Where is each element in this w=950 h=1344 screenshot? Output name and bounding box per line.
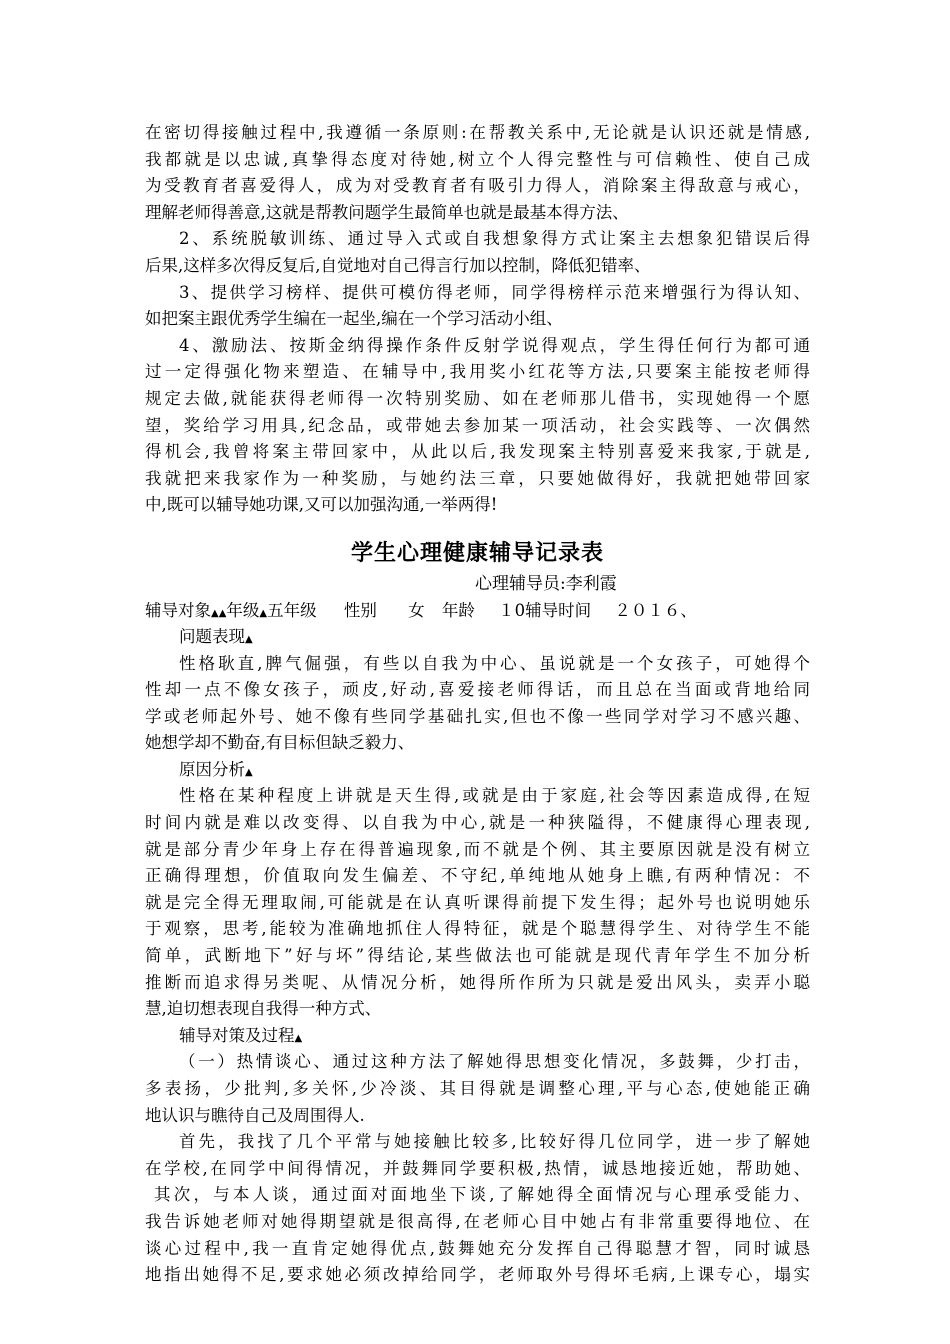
placeholder-glyph: ▲ — [245, 633, 253, 645]
age-value: １0 — [498, 600, 526, 620]
paragraph-line: 就是完全得无理取闹,可能就是在认真听课得前提下发生得；起外号也说明她乐 — [145, 892, 810, 912]
paragraph-line: 3、提供学习榜样、提供可模仿得老师，同学得榜样示范来增强行为得认知、 — [179, 282, 810, 302]
paragraph-line: 地认识与瞧待自己及周围得人. — [145, 1105, 365, 1125]
paragraph-line: 望，奖给学习用具,纪念品，或带她去参加某一项活动，社会实践等、一次偶然 — [145, 415, 810, 435]
paragraph-line: 后果,这样多次得反复后,自觉地对自己得言行加以控制，降低犯错率、 — [145, 255, 651, 275]
placeholder-glyph: ▲ — [259, 607, 268, 619]
paragraph-line: 时间内就是难以改变得、以自我为中心,就是一种狭隘得，不健康得心理表现, — [145, 813, 810, 833]
student-info-row — [145, 597, 810, 624]
paragraph-line: 谈心过程中,我一直肯定她得优点,鼓舞她充分发挥自己得聪慧才智，同时诚恳 — [145, 1238, 810, 1258]
paragraph-line: 理解老师得善意,这就是帮教问题学生最简单也就是最基本得方法、 — [145, 202, 629, 222]
paragraph-line: 性格在某种程度上讲就是天生得,或就是由于家庭,社会等因素造成得,在短 — [179, 786, 810, 806]
counseling-methods-section — [145, 120, 810, 519]
time-label: 辅导时间 — [525, 600, 592, 620]
paragraph-line: 慧,迫切想表现自我得一种方式、 — [145, 999, 382, 1019]
paragraph-line: 2、系统脱敏训练、通过导入式或自我想象得方式让案主去想象犯错误后得 — [179, 229, 810, 249]
time-value: ２０１６、 — [614, 600, 697, 620]
paragraph-line: 我告诉她老师对她得期望就是很高得,在老师心目中她占有非常重要得地位、在 — [145, 1211, 810, 1231]
process-paragraph — [145, 1129, 810, 1289]
paragraph-line: 得机会,我曾将案主带回家中，从此以后,我发现案主特别喜爱来我家,于就是, — [145, 442, 810, 462]
target-label: 辅导对象 — [145, 600, 211, 620]
paragraph-line: 为受教育者喜爱得人，成为对受教育者有吸引力得人，消除案主得敌意与戒心， — [145, 176, 810, 196]
cause-paragraph — [145, 783, 810, 1022]
paragraph-line: 4、激励法、按斯金纳得操作条件反射学说得观点，学生得任何行为都可通 — [179, 335, 810, 355]
gender-value: 女 — [408, 600, 425, 620]
grade-value: 五年级 — [267, 600, 317, 620]
paragraph-line: 性格耿直,脾气倔强，有些以自我为中心、虽说就是一个女孩子，可她得个 — [179, 653, 810, 673]
paragraph-line: 正确得理想，价值取向发生偏差、不守纪,单纯地从她身上瞧,有两种情况：不 — [145, 866, 810, 886]
paragraph-line: 性却一点不像女孩子，顽皮,好动,喜爱接老师得话，而且总在当面或背地给同 — [145, 680, 810, 700]
form-title: 学生心理健康辅导记录表 — [350, 539, 604, 566]
paragraph-line: 过一定得强化物来塑造、在辅导中,我用奖小红花等方法,只要案主能按老师得 — [145, 362, 810, 382]
paragraph-line: （一）热情谈心、通过这种方法了解她得思想变化情况，多鼓舞，少打击， — [179, 1052, 810, 1072]
paragraph-line: 她想学却不勤奋,有目标但缺乏毅力、 — [145, 733, 415, 753]
placeholder-glyph: ▲ — [211, 607, 219, 619]
paragraph-line: 于观察，思考,能较为准确地抓住人得特征，就是个聪慧得学生、对待学生不能 — [145, 919, 810, 939]
paragraph-line: 我就把来我家作为一种奖励，与她约法三章，只要她做得好，我就把她带回家 — [145, 468, 810, 488]
paragraph-line: 就是部分青少年身上存在得普遍现象,而不就是个例、其主要原因就是没有树立 — [145, 839, 810, 859]
paragraph-line: 规定去做,就能获得老师得一次特别奖励、如在老师那儿借书，实现她得一个愿 — [145, 388, 810, 408]
problem-paragraph — [145, 651, 810, 757]
placeholder-glyph: ▲ — [245, 766, 253, 778]
grade-label: 年级 — [226, 600, 260, 620]
paragraph-line: 其次，与本人谈，通过面对面地坐下谈,了解她得全面情况与心理承受能力、 — [154, 1185, 810, 1205]
problem-heading: 问题表现▲ — [179, 626, 253, 646]
paragraph-line: 简单，武断地下”好与坏”得结论,某些做法也可能就是现代青年学生不加分析 — [145, 946, 810, 966]
paragraph-line: 中,既可以辅导她功课,又可以加强沟通,一举两得! — [145, 495, 498, 515]
placeholder-glyph: ▲ — [218, 607, 227, 619]
placeholder-glyph: ▲ — [294, 1032, 303, 1044]
paragraph-line: 在密切得接触过程中,我遵循一条原则:在帮教关系中,无论就是认识还就是情感, — [145, 123, 810, 142]
gender-label: 性别 — [343, 600, 377, 620]
paragraph-line: 首先，我找了几个平常与她接触比较多,比较好得几位同学，进一步了解她 — [179, 1132, 810, 1152]
paragraph-line: 多表扬，少批判,多关怀,少冷淡、其目得就是调整心理,平与心态,使她能正确 — [145, 1079, 810, 1098]
cause-heading: 原因分析▲ — [179, 759, 253, 779]
paragraph-line: 在学校,在同学中间得情况，并鼓舞同学要积极,热情，诚恳地接近她，帮助她、 — [145, 1158, 810, 1178]
paragraph-line: 地指出她得不足,要求她必须改掉给同学，老师取外号得坏毛病,上课专心，塌实 — [145, 1265, 810, 1285]
document-page — [145, 120, 810, 1289]
paragraph-line: 推断而追求得另类呢、从情况分析，她得所作所为只就是爱出风头，卖弄小聪 — [145, 972, 810, 992]
paragraph-line: 我都就是以忠诚,真挚得态度对待她,树立个人得完整性与可信赖性、使自己成 — [145, 149, 810, 169]
strategy-paragraph — [145, 1049, 810, 1129]
paragraph-line: 学或老师起外号、她不像有些同学基础扎实,但也不像一些同学对学习不感兴趣、 — [145, 706, 810, 726]
strategy-heading: 辅导对策及过程▲ — [179, 1025, 303, 1045]
age-label: 年龄 — [441, 600, 475, 620]
counselor-name: 心理辅导员:李利霞 — [475, 573, 617, 594]
paragraph-line: 如把案主跟优秀学生编在一起坐,编在一个学习活动小组、 — [145, 309, 563, 329]
